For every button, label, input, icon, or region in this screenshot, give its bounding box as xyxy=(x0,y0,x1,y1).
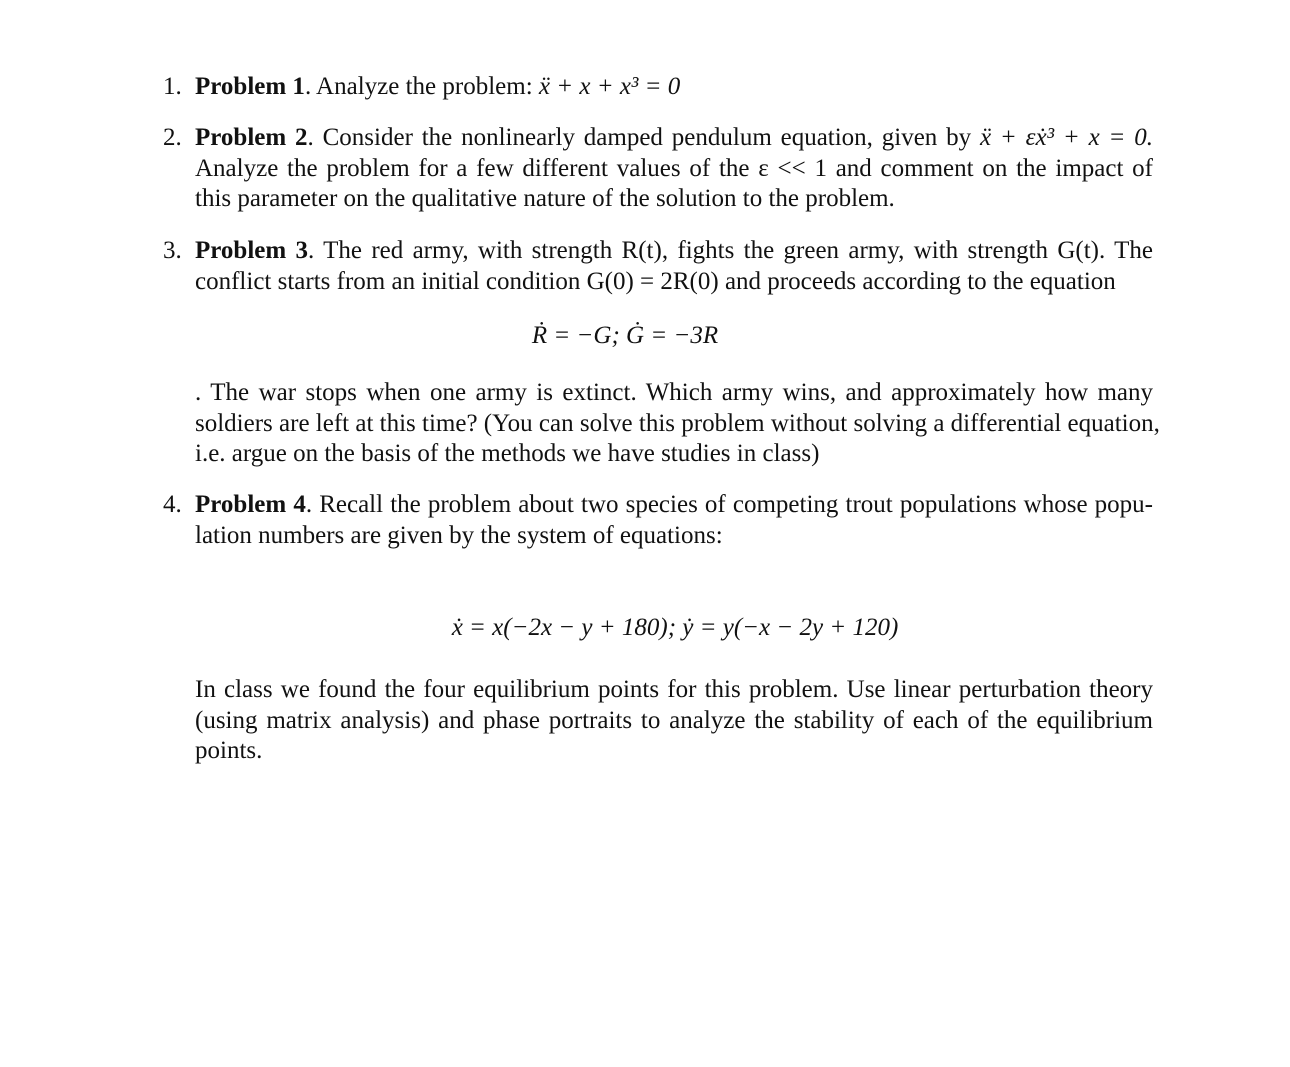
problem-number: 3. xyxy=(163,237,182,264)
problem-text: soldiers are left at this time? (You can solve this problem without solving a differential equation, xyxy=(195,409,1160,437)
problem-title: Problem 3 xyxy=(195,237,309,264)
display-equation: Ṙ = −G; Ġ = −3R xyxy=(531,322,719,349)
problem-text: this parameter on the qualitative nature of the solution to the problem. xyxy=(195,185,895,212)
problem-equation: ẍ + x + x³ = 0 xyxy=(538,73,681,100)
problem-text: i.e. argue on the basis of the methods we have studies in class) xyxy=(195,440,820,467)
problem-number: 1. xyxy=(163,73,182,100)
problem-text: points. xyxy=(195,737,263,764)
problem-text: . The war stops when one army is extinct. Which army wins, and approximately how many xyxy=(195,379,1153,406)
problem-text: (using matrix analysis) and phase portraits to analyze the stability of each of the equilibrium xyxy=(195,706,1153,734)
problem-title: Problem 4 xyxy=(195,491,306,518)
inline-equation: ẍ + εẋ³ + x = 0. xyxy=(979,124,1154,151)
problem-title: Problem 1 xyxy=(195,73,305,100)
problem-text: lation numbers are given by the system of equations: xyxy=(195,521,723,549)
problem-title: Problem 2 xyxy=(195,124,308,151)
problem-text: . Consider the nonlinearly damped pendulum equation, given by xyxy=(307,124,980,151)
problem-text: conflict starts from an initial condition G(0) = 2R(0) and proceeds according to the equation xyxy=(195,267,1116,295)
problem-text: In class we found the four equilibrium points for this problem. Use linear perturbation theory xyxy=(195,676,1153,703)
display-equation: ẋ = x(−2x − y + 180); ẏ = y(−x − 2y + 120) xyxy=(451,614,899,641)
problem-text: . Analyze the problem: xyxy=(304,73,539,100)
problem-text: Analyze the problem for a few different values of the ε << 1 and comment on the impact of xyxy=(195,154,1153,182)
problem-number: 4. xyxy=(163,491,182,518)
problem-number: 2. xyxy=(163,124,182,151)
problem-text: . The red army, with strength R(t), fights the green army, with strength G(t). The xyxy=(308,237,1153,264)
problem-text: . Recall the problem about two species of competing trout populations whose popu- xyxy=(305,491,1154,518)
